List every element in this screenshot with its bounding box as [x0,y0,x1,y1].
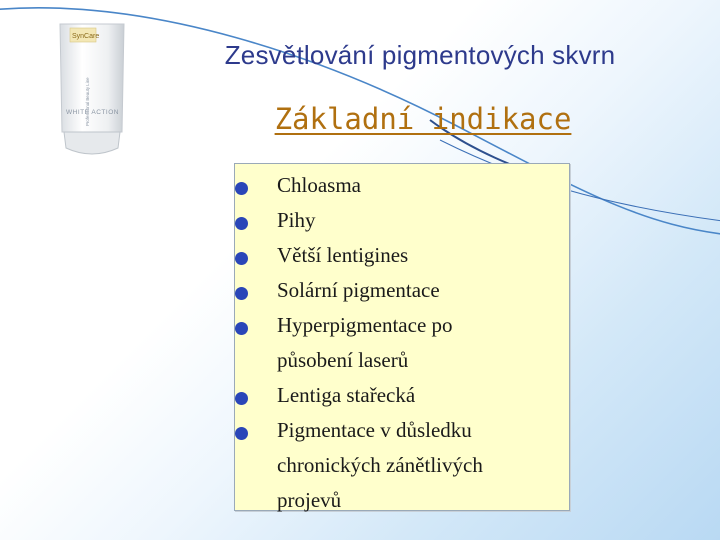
list-item-text: Pigmentace v důsledku chronických zánětlivých projevů [277,418,483,512]
list-item-text: Solární pigmentace [277,278,440,302]
product-side-text: Professional Beauty Line [85,77,90,126]
list-item-text: Hyperpigmentace po působení laserů [277,313,453,372]
list-item-text: Větší lentigines [277,243,409,267]
product-brand-label: SynCare [72,33,100,40]
bullet-icon [235,322,248,335]
bullet-icon [235,287,248,300]
bullet-icon [235,392,248,405]
bullet-icon [235,427,248,440]
slide-title: Zesvětlování pigmentových skvrn [224,40,616,70]
product-line-text: WHITE ACTION [66,109,119,116]
product-tube-image [56,22,128,160]
slide-subtitle: Základní indikace [274,102,572,136]
list-item-text: Chloasma [277,173,361,197]
list-item-text: Pihy [277,208,316,232]
bullet-icon [235,182,248,195]
list-item-text: Lentiga stařecká [277,383,416,407]
indications-box [234,163,570,511]
bullet-icon [235,252,248,265]
bullet-icon [235,217,248,230]
